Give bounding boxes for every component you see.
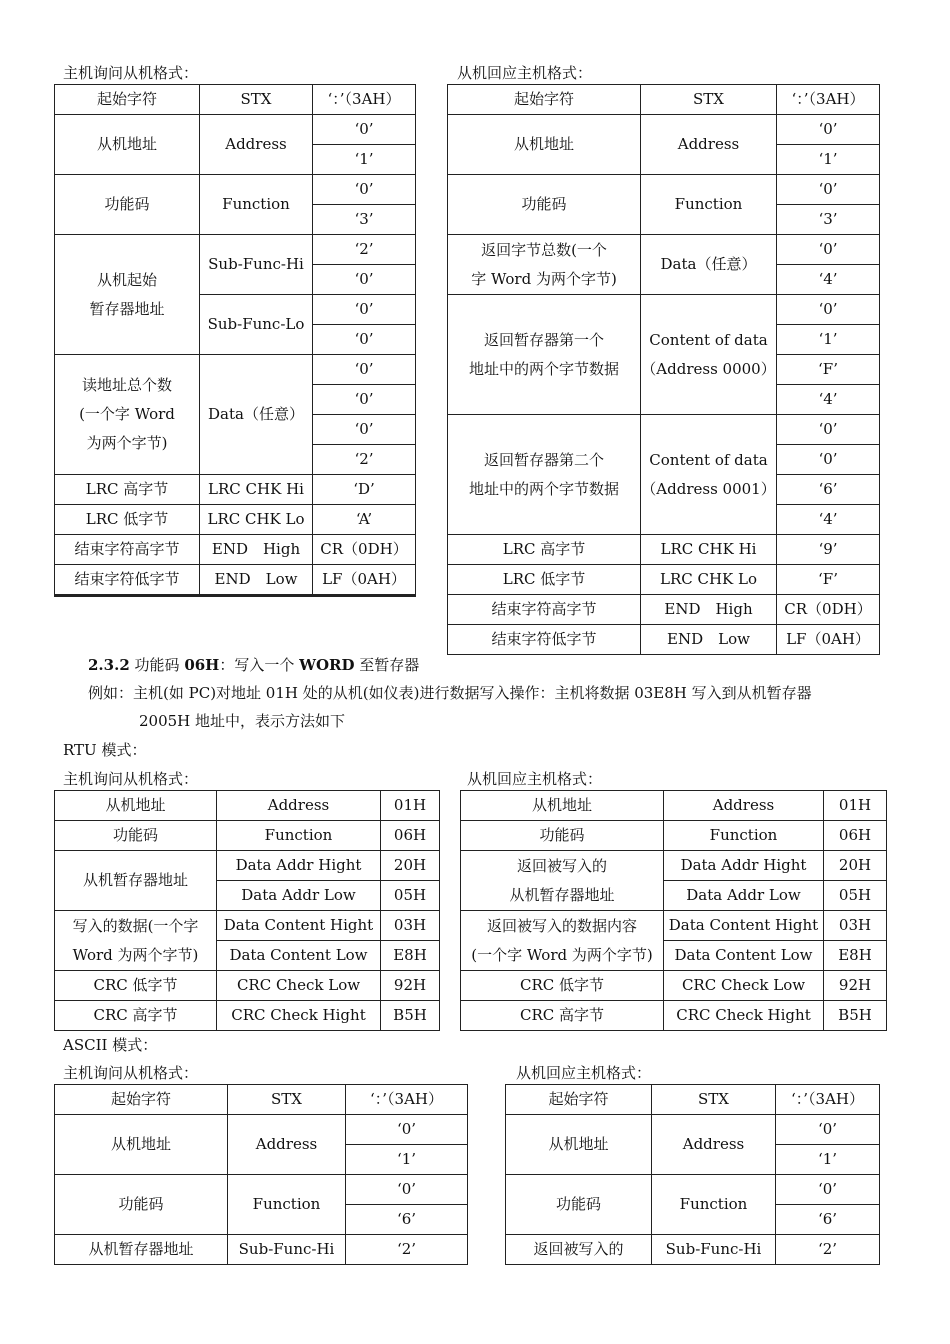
table-row [506, 1235, 880, 1265]
field-code: Data Addr Low [217, 881, 381, 911]
field-value: ‘：’（3AH） [313, 85, 416, 115]
field-code: LRC CHK Hi [200, 475, 313, 505]
field-value: 92H [381, 971, 440, 1001]
field-name: 返回被写入的 [506, 1235, 652, 1265]
table-row [461, 911, 887, 941]
field-value: ‘0’ [313, 175, 416, 205]
heading-text: ：写入一个 [219, 656, 300, 674]
rtu-query-table [54, 790, 440, 1031]
response-format-caption: 从机回应主机格式： [457, 64, 593, 82]
table-row [448, 85, 880, 115]
field-value: ‘0’ [777, 115, 880, 145]
field-value: ‘0’ [346, 1115, 468, 1145]
field-name [55, 235, 200, 355]
field-name-line: 返回暂存器第一个 [483, 330, 604, 349]
heading-word: WORD [299, 656, 355, 674]
field-name [448, 415, 641, 535]
field-name: 从机地址 [55, 1115, 228, 1175]
field-code: Sub-Func-Hi [652, 1235, 776, 1265]
field-value: ‘4’ [777, 265, 880, 295]
example-line-1: 例如：主机(如 PC)对地址 01H 处的从机(如仪表)进行数据写入操作：主机将数据 03E8H 写入到从机暂存器 [88, 684, 812, 702]
field-value: ‘3’ [777, 205, 880, 235]
field-code: END High [641, 595, 777, 625]
field-code: CRC Check Hight [217, 1001, 381, 1031]
field-code: Address [228, 1115, 346, 1175]
field-name: CRC 高字节 [55, 1001, 217, 1031]
field-value: ‘1’ [346, 1145, 468, 1175]
response-format-caption: 从机回应主机格式： [467, 770, 603, 788]
table-row [448, 535, 880, 565]
field-value: ‘0’ [313, 115, 416, 145]
field-name [461, 911, 664, 971]
field-name: CRC 低字节 [55, 971, 217, 1001]
field-value: ‘1’ [777, 325, 880, 355]
field-value: ‘0’ [777, 235, 880, 265]
field-code: Sub-Func-Lo [200, 295, 313, 355]
field-code: Address [641, 115, 777, 175]
table-row [55, 475, 416, 505]
field-name-line: 地址中的两个字节数据 [468, 479, 619, 498]
field-value: 20H [381, 851, 440, 881]
field-name: 起始字符 [448, 85, 641, 115]
query-format-caption: 主机询问从机格式： [63, 1064, 199, 1082]
field-code: STX [228, 1085, 346, 1115]
field-name-line: 返回字节总数(一个 [481, 240, 607, 259]
table-row [55, 791, 440, 821]
field-value: ‘4’ [777, 385, 880, 415]
field-code: CRC Check Hight [664, 1001, 824, 1031]
field-value: ‘0’ [777, 295, 880, 325]
table-row [55, 911, 440, 941]
field-value: ‘0’ [776, 1175, 880, 1205]
field-value: B5H [381, 1001, 440, 1031]
field-name: 从机暂存器地址 [55, 851, 217, 911]
field-value: ‘F’ [777, 355, 880, 385]
field-code: Sub-Func-Hi [228, 1235, 346, 1265]
field-code: Address [652, 1115, 776, 1175]
field-code: LRC CHK Lo [200, 505, 313, 535]
field-value: 01H [381, 791, 440, 821]
field-value: 03H [381, 911, 440, 941]
query-format-caption: 主机询问从机格式： [63, 64, 199, 82]
field-code: END High [200, 535, 313, 565]
field-name: 从机地址 [55, 115, 200, 175]
field-code [641, 415, 777, 535]
table-row [55, 85, 416, 115]
field-value: B5H [824, 1001, 887, 1031]
table-row [55, 1001, 440, 1031]
field-value: ‘：’（3AH） [776, 1085, 880, 1115]
table-row [461, 971, 887, 1001]
table-row [461, 851, 887, 881]
table-row [55, 175, 416, 205]
table-row [506, 1085, 880, 1115]
table-row [55, 565, 416, 595]
field-value: ‘9’ [777, 535, 880, 565]
field-value: ‘F’ [777, 565, 880, 595]
read-response-table [447, 84, 880, 655]
field-value: ‘6’ [346, 1205, 468, 1235]
field-code: LRC CHK Lo [641, 565, 777, 595]
heading-text: 至暂存器 [354, 656, 420, 674]
table-row [55, 355, 416, 385]
field-code: STX [652, 1085, 776, 1115]
heading-code: 06H [184, 656, 220, 674]
field-code-line: Content of data [649, 330, 768, 349]
ascii-response-table [505, 1084, 880, 1265]
field-name: LRC 低字节 [55, 505, 200, 535]
field-name [55, 355, 200, 475]
field-name: 起始字符 [55, 85, 200, 115]
field-name: LRC 低字节 [448, 565, 641, 595]
field-name: CRC 高字节 [461, 1001, 664, 1031]
field-code: Data Content Low [664, 941, 824, 971]
field-name: 从机暂存器地址 [55, 1235, 228, 1265]
field-value: ‘6’ [776, 1205, 880, 1235]
field-code-line: Content of data [649, 450, 768, 469]
field-name: 起始字符 [55, 1085, 228, 1115]
field-code: Sub-Func-Hi [200, 235, 313, 295]
field-name-line: 返回被写入的数据内容 [486, 916, 637, 935]
rtu-mode-label: RTU 模式： [63, 741, 147, 759]
table-row [55, 971, 440, 1001]
field-name-line: 返回被写入的 [516, 856, 607, 875]
field-value: 03H [824, 911, 887, 941]
field-name: 从机地址 [506, 1115, 652, 1175]
table-row [506, 1115, 880, 1145]
table-row-empty [55, 596, 416, 597]
field-name: 结束字符低字节 [55, 565, 200, 595]
field-code: STX [200, 85, 313, 115]
field-value: E8H [381, 941, 440, 971]
table-row [55, 821, 440, 851]
field-name-line: 暂存器地址 [89, 299, 165, 318]
empty-cell [313, 596, 416, 597]
table-row [55, 115, 416, 145]
section-heading [88, 654, 419, 675]
field-code: Function [652, 1175, 776, 1235]
field-name: 从机地址 [448, 115, 641, 175]
field-value: ‘0’ [313, 385, 416, 415]
field-value: LF（0AH） [313, 565, 416, 595]
table-row [448, 295, 880, 325]
table-row [55, 1175, 468, 1205]
field-code: Function [641, 175, 777, 235]
field-value: ‘：’（3AH） [777, 85, 880, 115]
field-name: 结束字符高字节 [55, 535, 200, 565]
table-row [506, 1175, 880, 1205]
field-value: 92H [824, 971, 887, 1001]
field-code: END Low [641, 625, 777, 655]
table-row [448, 415, 880, 445]
field-value: 05H [381, 881, 440, 911]
field-name: 功能码 [55, 1175, 228, 1235]
field-name [448, 295, 641, 415]
field-value: ‘A’ [313, 505, 416, 535]
field-value: ‘：’（3AH） [346, 1085, 468, 1115]
field-value: ‘1’ [777, 145, 880, 175]
field-value: ‘3’ [313, 205, 416, 235]
heading-text: 功能码 [129, 656, 185, 674]
field-code: STX [641, 85, 777, 115]
field-value: 01H [824, 791, 887, 821]
field-value: ‘D’ [313, 475, 416, 505]
field-code-line: （Address 0000） [641, 359, 776, 378]
table-row [55, 535, 416, 565]
field-value: ‘0’ [313, 415, 416, 445]
field-code: Data（任意） [641, 235, 777, 295]
field-name-line: 为两个字节) [86, 434, 168, 452]
field-code: Data Content Hight [217, 911, 381, 941]
field-code: Function [664, 821, 824, 851]
field-code: Function [228, 1175, 346, 1235]
field-value: CR（0DH） [777, 595, 880, 625]
field-name [461, 851, 664, 911]
field-name: CRC 低字节 [461, 971, 664, 1001]
example-line-2: 2005H 地址中，表示方法如下 [139, 712, 346, 730]
field-name: 功能码 [461, 821, 664, 851]
table-row [448, 595, 880, 625]
field-code: Data Content Hight [664, 911, 824, 941]
field-name-line: (一个字 Word [79, 405, 175, 423]
field-name: 功能码 [55, 175, 200, 235]
field-code: CRC Check Low [217, 971, 381, 1001]
field-code: Data Addr Hight [217, 851, 381, 881]
field-name-line: 地址中的两个字节数据 [468, 359, 619, 378]
field-value: ‘2’ [776, 1235, 880, 1265]
field-value: ‘0’ [777, 445, 880, 475]
ascii-mode-label: ASCII 模式： [63, 1036, 158, 1054]
empty-cell [200, 596, 313, 597]
field-value: ‘0’ [313, 265, 416, 295]
field-name-line: 读地址总个数 [81, 376, 172, 394]
field-name: 起始字符 [506, 1085, 652, 1115]
field-code: END Low [200, 565, 313, 595]
field-value: 05H [824, 881, 887, 911]
table-row [55, 1115, 468, 1145]
field-code [641, 295, 777, 415]
field-value: ‘2’ [313, 445, 416, 475]
field-name [55, 911, 217, 971]
field-name-line: 字 Word 为两个字节) [471, 269, 617, 288]
field-value: ‘1’ [776, 1145, 880, 1175]
field-value: ‘1’ [313, 145, 416, 175]
field-code-line: （Address 0001） [641, 479, 776, 498]
field-code: Data Addr Low [664, 881, 824, 911]
field-value: ‘2’ [346, 1235, 468, 1265]
field-value: ‘2’ [313, 235, 416, 265]
table-row [461, 1001, 887, 1031]
table-row [448, 115, 880, 145]
field-value: ‘0’ [313, 325, 416, 355]
field-name: 结束字符高字节 [448, 595, 641, 625]
read-query-table [54, 84, 416, 597]
field-value: 06H [824, 821, 887, 851]
table-row [55, 1085, 468, 1115]
field-value: ‘0’ [776, 1115, 880, 1145]
field-name: 结束字符低字节 [448, 625, 641, 655]
field-name: LRC 高字节 [448, 535, 641, 565]
table-row [448, 625, 880, 655]
field-name-line: 从机暂存器地址 [509, 885, 615, 904]
field-name-line: (一个字 Word 为两个字节) [471, 945, 653, 964]
table-row [461, 821, 887, 851]
field-code: Address [217, 791, 381, 821]
field-code: LRC CHK Hi [641, 535, 777, 565]
field-code: Data Addr Hight [664, 851, 824, 881]
field-value: 06H [381, 821, 440, 851]
response-format-caption: 从机回应主机格式： [516, 1064, 652, 1082]
field-name-line: Word 为两个字节) [72, 945, 199, 964]
field-name: 功能码 [55, 821, 217, 851]
table-row [461, 791, 887, 821]
empty-cell [55, 596, 200, 597]
field-name-line: 从机起始 [96, 270, 157, 289]
field-name: LRC 高字节 [55, 475, 200, 505]
field-value: ‘0’ [346, 1175, 468, 1205]
table-row [448, 565, 880, 595]
field-value: ‘0’ [777, 415, 880, 445]
field-code: Data Content Low [217, 941, 381, 971]
table-row [448, 235, 880, 265]
field-value: ‘6’ [777, 475, 880, 505]
field-code: Address [664, 791, 824, 821]
table-row [55, 1235, 468, 1265]
field-name [448, 235, 641, 295]
table-row [448, 175, 880, 205]
field-name-line: 返回暂存器第二个 [483, 450, 604, 469]
field-code: Data（任意） [200, 355, 313, 475]
field-name-line: 写入的数据(一个字 [72, 916, 199, 935]
table-row [55, 505, 416, 535]
field-value: ‘4’ [777, 505, 880, 535]
field-value: ‘0’ [313, 355, 416, 385]
field-code: CRC Check Low [664, 971, 824, 1001]
field-code: Function [200, 175, 313, 235]
field-name: 从机地址 [461, 791, 664, 821]
table-row [55, 851, 440, 881]
field-value: ‘0’ [777, 175, 880, 205]
field-name: 功能码 [448, 175, 641, 235]
field-value: ‘0’ [313, 295, 416, 325]
field-value: CR（0DH） [313, 535, 416, 565]
field-value: 20H [824, 851, 887, 881]
field-code: Address [200, 115, 313, 175]
field-code: Function [217, 821, 381, 851]
ascii-query-table [54, 1084, 468, 1265]
table-row [55, 235, 416, 265]
field-name: 从机地址 [55, 791, 217, 821]
query-format-caption: 主机询问从机格式： [63, 770, 199, 788]
field-name: 功能码 [506, 1175, 652, 1235]
rtu-response-table [460, 790, 887, 1031]
field-value: E8H [824, 941, 887, 971]
field-value: LF（0AH） [777, 625, 880, 655]
section-number: 2.3.2 [88, 656, 130, 674]
